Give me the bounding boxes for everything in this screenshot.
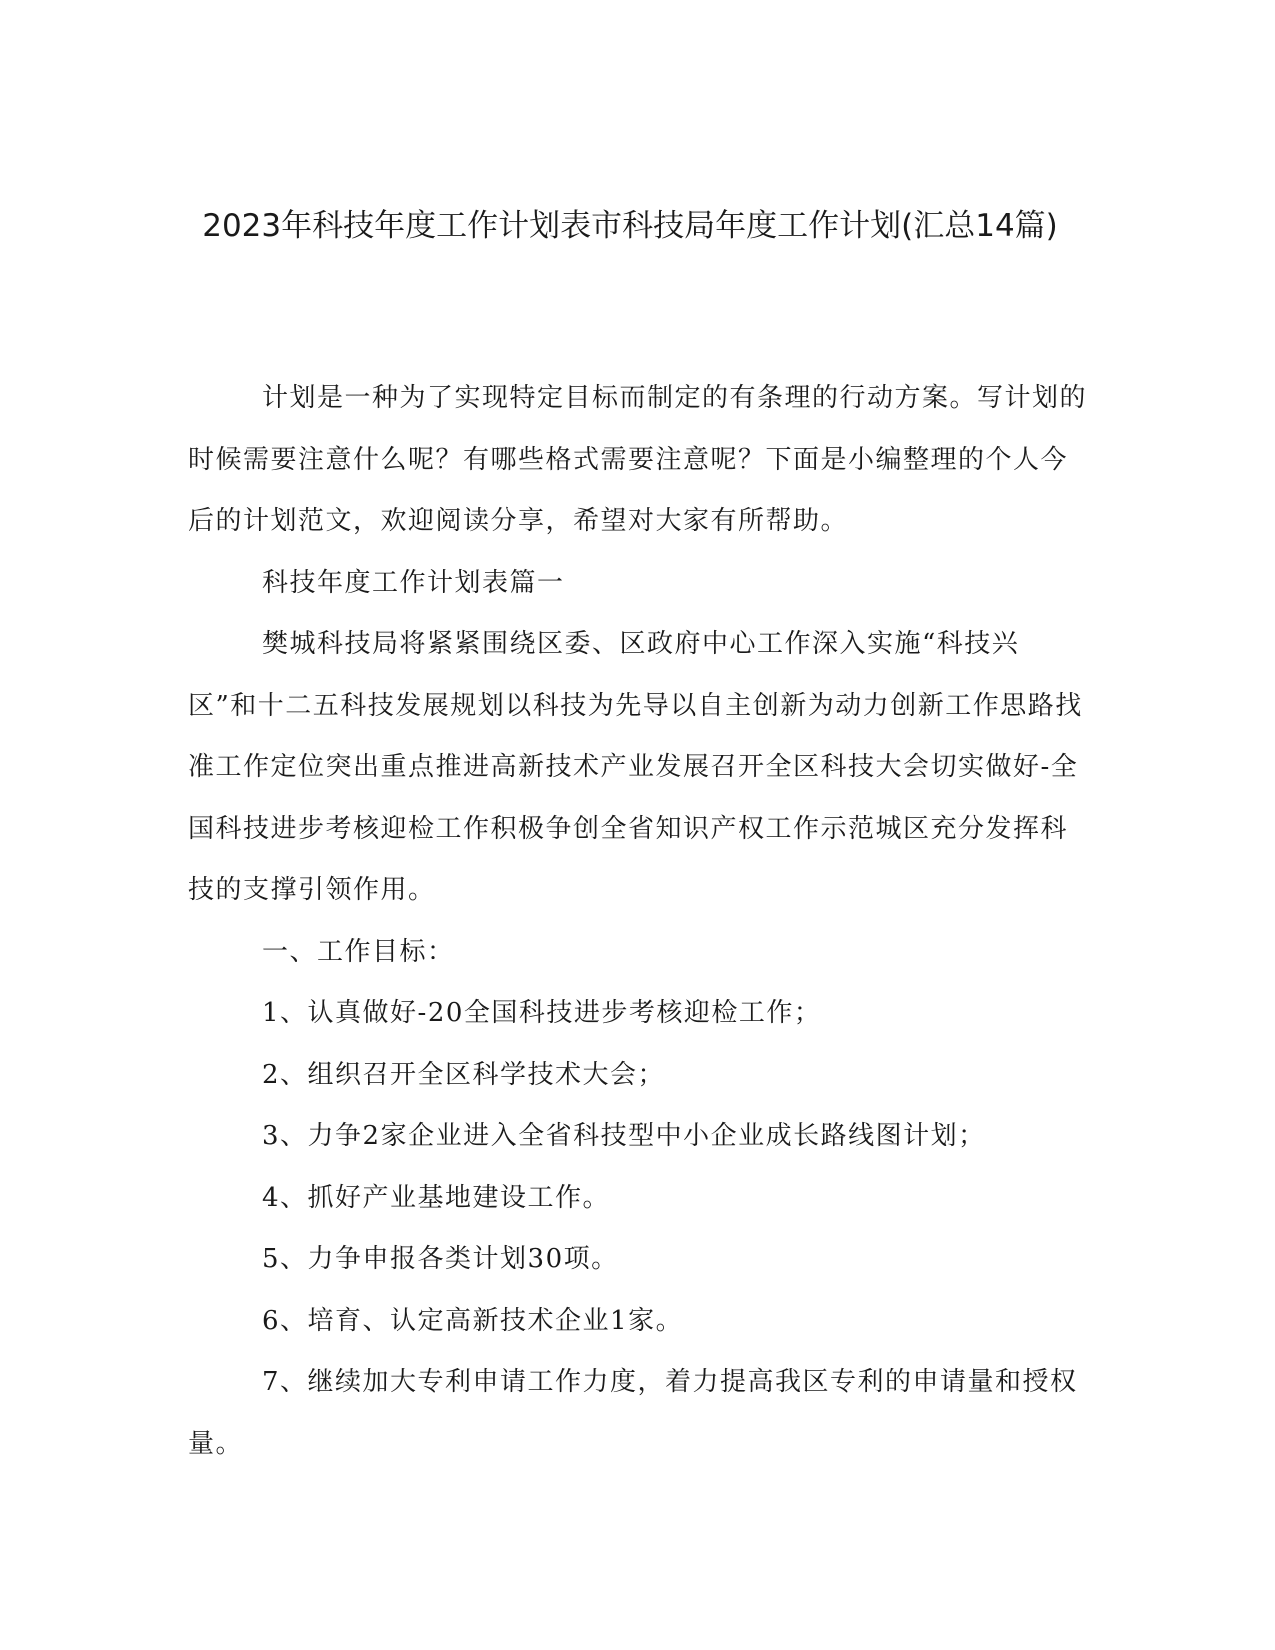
list-item: 2、组织召开全区科学技术大会； [262,1059,666,1090]
list-item: 3、力争2家企业进入全省科技型中小企业成长路线图计划； [262,1121,986,1151]
subsection-heading: 一、工作目标： [262,936,455,967]
list-item: 1、认真做好-20全国科技进步考核迎检工作； [262,998,822,1028]
document-body [188,368,1088,1475]
list-item: 4、抓好产业基地建设工作。 [262,1182,611,1213]
list-item: 6、培育、认定高新技术企业1家。 [262,1305,684,1336]
document-title: 2023年科技年度工作计划表市科技局年度工作计划(汇总14篇) [202,208,1058,244]
intro-paragraph: 计划是一种为了实现特定目标而制定的有条理的行动方案。写计划的时候需要注意什么呢？有哪些格式需要注意呢？下面是小编整理的个人今后的计划范文，欢迎阅读分享，希望对大家有所帮助。 [188,383,1088,536]
list-item: 7、继续加大专利申请工作力度，着力提高我区专利的申请量和授权量。 [188,1367,1078,1459]
list-item: 5、力争申报各类计划30项。 [262,1244,619,1274]
section-heading: 科技年度工作计划表篇一 [262,567,565,598]
body-paragraph: 樊城科技局将紧紧围绕区委、区政府中心工作深入实施“科技兴区”和十二五科技发展规划以科技为先导以自主创新为动力创新工作思路找准工作定位突出重点推进高新技术产业发展召开全区科技大会切实做好-全国科技进步考核迎检工作积极争创全省知识产权工作示范城区充分发挥科技的支撑引领作用。 [188,629,1083,905]
